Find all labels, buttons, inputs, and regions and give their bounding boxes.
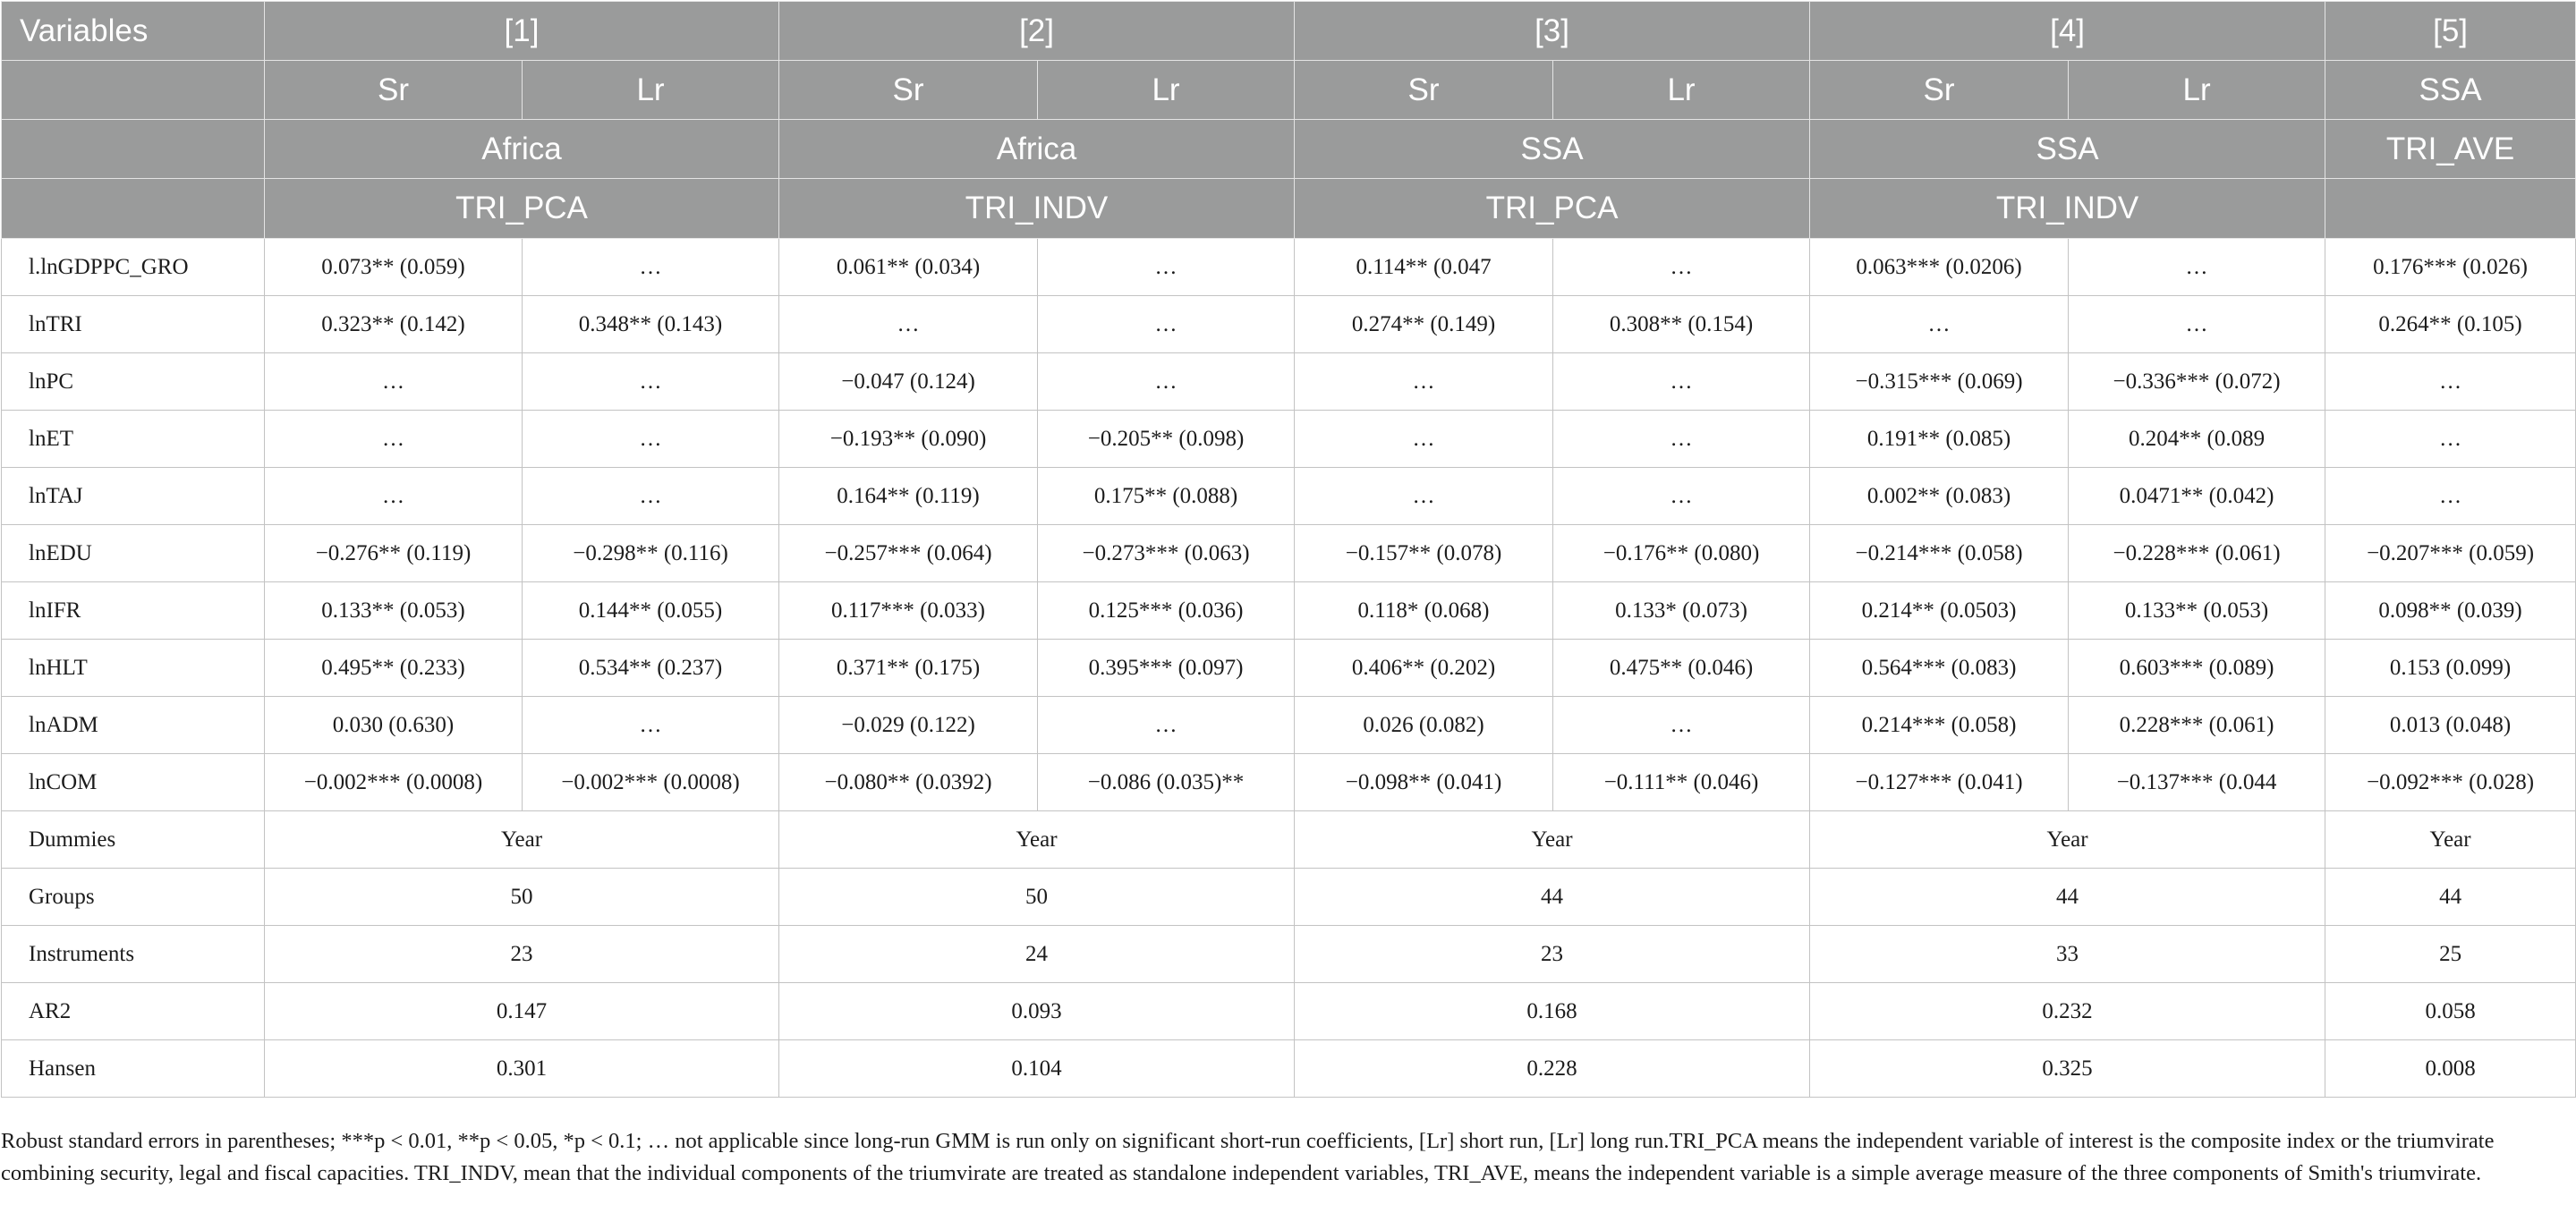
- stat-cell: 0.093: [779, 983, 1295, 1040]
- coefficient-cell: 0.164** (0.119): [779, 468, 1038, 525]
- header-blank-cell: [2, 120, 265, 179]
- stat-cell: Year: [779, 811, 1295, 869]
- coefficient-cell: 0.153 (0.099): [2325, 640, 2576, 697]
- coefficient-cell: …: [1038, 239, 1295, 296]
- coefficient-cell: 0.406** (0.202): [1295, 640, 1553, 697]
- coefficient-cell: −0.228*** (0.061): [2069, 525, 2325, 582]
- coefficient-cell: …: [1038, 697, 1295, 754]
- table-row: [2, 239, 2576, 296]
- stat-cell: 50: [265, 869, 779, 926]
- coefficient-cell: 0.118* (0.068): [1295, 582, 1553, 640]
- coefficient-cell: 0.133** (0.053): [265, 582, 523, 640]
- coefficient-cell: 0.228*** (0.061): [2069, 697, 2325, 754]
- stat-label: AR2: [2, 983, 265, 1040]
- stat-cell: 0.008: [2325, 1040, 2576, 1098]
- stat-cell: Year: [2325, 811, 2576, 869]
- coefficient-cell: −0.092*** (0.028): [2325, 754, 2576, 811]
- run-header: Sr: [265, 61, 523, 120]
- coefficient-cell: …: [1553, 239, 1810, 296]
- sample-header: TRI_AVE: [2325, 120, 2576, 179]
- coefficient-cell: 0.603*** (0.089): [2069, 640, 2325, 697]
- coefficient-cell: 0.063*** (0.0206): [1810, 239, 2069, 296]
- stat-cell: 0.168: [1295, 983, 1810, 1040]
- stat-cell: 44: [1295, 869, 1810, 926]
- stat-cell: 0.301: [265, 1040, 779, 1098]
- header-row-runs: [2, 61, 2576, 120]
- table-row: [2, 640, 2576, 697]
- coefficient-cell: −0.214*** (0.058): [1810, 525, 2069, 582]
- coefficient-cell: −0.176** (0.080): [1553, 525, 1810, 582]
- variable-label: lnHLT: [2, 640, 265, 697]
- coefficient-cell: 0.475** (0.046): [1553, 640, 1810, 697]
- coefficient-cell: …: [2325, 353, 2576, 411]
- stat-cell: Year: [1295, 811, 1810, 869]
- coefficient-cell: 0.564*** (0.083): [1810, 640, 2069, 697]
- coefficient-cell: 0.125*** (0.036): [1038, 582, 1295, 640]
- run-header: Lr: [2069, 61, 2325, 120]
- table-row: [2, 411, 2576, 468]
- measure-header: TRI_PCA: [1295, 179, 1810, 239]
- coefficient-cell: −0.205** (0.098): [1038, 411, 1295, 468]
- coefficient-cell: …: [265, 353, 523, 411]
- variable-label: lnTAJ: [2, 468, 265, 525]
- coefficient-cell: 0.013 (0.048): [2325, 697, 2576, 754]
- variable-label: lnTRI: [2, 296, 265, 353]
- table-row: [2, 468, 2576, 525]
- coefficient-cell: 0.0471** (0.042): [2069, 468, 2325, 525]
- measure-header: TRI_PCA: [265, 179, 779, 239]
- stat-label: Hansen: [2, 1040, 265, 1098]
- table-row: [2, 697, 2576, 754]
- coefficient-cell: …: [1295, 411, 1553, 468]
- coefficient-cell: …: [1295, 353, 1553, 411]
- coefficient-cell: …: [1553, 411, 1810, 468]
- stat-cell: 23: [1295, 926, 1810, 983]
- coefficient-cell: 0.002** (0.083): [1810, 468, 2069, 525]
- coefficient-cell: 0.030 (0.630): [265, 697, 523, 754]
- coefficient-cell: −0.298** (0.116): [523, 525, 779, 582]
- coefficient-cell: …: [1553, 468, 1810, 525]
- model-header: [3]: [1295, 2, 1810, 61]
- coefficient-cell: …: [523, 411, 779, 468]
- coefficient-cell: 0.274** (0.149): [1295, 296, 1553, 353]
- coefficient-cell: −0.029 (0.122): [779, 697, 1038, 754]
- coefficient-cell: 0.061** (0.034): [779, 239, 1038, 296]
- coefficient-cell: …: [523, 697, 779, 754]
- coefficient-cell: −0.276** (0.119): [265, 525, 523, 582]
- coefficient-cell: −0.315*** (0.069): [1810, 353, 2069, 411]
- coefficient-cell: 0.191** (0.085): [1810, 411, 2069, 468]
- table-row: [2, 296, 2576, 353]
- coefficient-cell: …: [1038, 353, 1295, 411]
- coefficient-cell: 0.176*** (0.026): [2325, 239, 2576, 296]
- coefficient-cell: −0.193** (0.090): [779, 411, 1038, 468]
- coefficient-cell: −0.336*** (0.072): [2069, 353, 2325, 411]
- coefficient-cell: …: [779, 296, 1038, 353]
- run-header: Sr: [779, 61, 1038, 120]
- variable-label: lnET: [2, 411, 265, 468]
- stat-label: Dummies: [2, 811, 265, 869]
- coefficient-cell: 0.204** (0.089: [2069, 411, 2325, 468]
- coefficient-cell: 0.133* (0.073): [1553, 582, 1810, 640]
- stat-row: [2, 983, 2576, 1040]
- sample-header: SSA: [1295, 120, 1810, 179]
- table-header: [2, 2, 2576, 239]
- table-footnote: Robust standard errors in parentheses; ***p < 0.01, **p < 0.05, *p < 0.1; … not applicable since long-run GMM is run only on significant short-run coefficients, [Lr] short run, [Lr] long run.TRI_PCA means the independent variable of interest is the composite index or the triumvirate combining security, legal and fiscal capacities. TRI_INDV, mean that the individual components of the triumvirate are treated as standalone independent variables, TRI_AVE, means the independent variable is a simple average measure of the three components of Smith's triumvirate.: [1, 1129, 2495, 1185]
- sample-header: Africa: [265, 120, 779, 179]
- measure-header: [2325, 179, 2576, 239]
- run-header: Lr: [1038, 61, 1295, 120]
- run-header: Sr: [1810, 61, 2069, 120]
- table-row: [2, 582, 2576, 640]
- coefficient-cell: 0.323** (0.142): [265, 296, 523, 353]
- coefficient-cell: …: [523, 353, 779, 411]
- stat-cell: 44: [2325, 869, 2576, 926]
- header-blank-cell: [2, 179, 265, 239]
- table-row: [2, 353, 2576, 411]
- stat-row: [2, 811, 2576, 869]
- model-header: [2]: [779, 2, 1295, 61]
- stat-cell: 0.232: [1810, 983, 2325, 1040]
- coefficient-cell: 0.308** (0.154): [1553, 296, 1810, 353]
- coefficient-cell: …: [2325, 411, 2576, 468]
- coefficient-cell: 0.144** (0.055): [523, 582, 779, 640]
- measure-header: TRI_INDV: [779, 179, 1295, 239]
- coefficient-cell: −0.257*** (0.064): [779, 525, 1038, 582]
- coefficient-cell: …: [1553, 697, 1810, 754]
- coefficient-cell: 0.073** (0.059): [265, 239, 523, 296]
- stat-row: [2, 1040, 2576, 1098]
- coefficient-cell: −0.086 (0.035)**: [1038, 754, 1295, 811]
- coefficient-cell: 0.133** (0.053): [2069, 582, 2325, 640]
- table-row: [2, 754, 2576, 811]
- coefficient-cell: …: [265, 468, 523, 525]
- coefficient-cell: −0.047 (0.124): [779, 353, 1038, 411]
- stat-cell: Year: [265, 811, 779, 869]
- coefficient-cell: …: [523, 468, 779, 525]
- stat-cell: Year: [1810, 811, 2325, 869]
- coefficient-cell: −0.111** (0.046): [1553, 754, 1810, 811]
- coefficient-cell: …: [1810, 296, 2069, 353]
- coefficient-cell: −0.207*** (0.059): [2325, 525, 2576, 582]
- coefficient-cell: 0.264** (0.105): [2325, 296, 2576, 353]
- coefficient-cell: −0.080** (0.0392): [779, 754, 1038, 811]
- coefficient-cell: …: [1295, 468, 1553, 525]
- variables-header: Variables: [2, 2, 265, 61]
- header-row-samples: [2, 120, 2576, 179]
- coefficient-cell: …: [2325, 468, 2576, 525]
- stat-cell: 0.104: [779, 1040, 1295, 1098]
- coefficient-cell: …: [523, 239, 779, 296]
- coefficient-cell: 0.534** (0.237): [523, 640, 779, 697]
- sample-header: Africa: [779, 120, 1295, 179]
- variable-label: lnCOM: [2, 754, 265, 811]
- coefficient-cell: 0.114** (0.047: [1295, 239, 1553, 296]
- coefficient-cell: −0.137*** (0.044: [2069, 754, 2325, 811]
- stat-cell: 0.228: [1295, 1040, 1810, 1098]
- run-header: Lr: [1553, 61, 1810, 120]
- coefficient-cell: −0.098** (0.041): [1295, 754, 1553, 811]
- coefficient-cell: 0.214** (0.0503): [1810, 582, 2069, 640]
- regression-results-table: [1, 1, 2576, 1098]
- coefficient-cell: …: [2069, 239, 2325, 296]
- variable-label: lnADM: [2, 697, 265, 754]
- model-header: [5]: [2325, 2, 2576, 61]
- coefficient-cell: −0.002*** (0.0008): [265, 754, 523, 811]
- stat-cell: 0.058: [2325, 983, 2576, 1040]
- variable-label: lnIFR: [2, 582, 265, 640]
- stat-cell: 0.147: [265, 983, 779, 1040]
- coefficient-cell: −0.127*** (0.041): [1810, 754, 2069, 811]
- header-row-models: [2, 2, 2576, 61]
- model-header: [1]: [265, 2, 779, 61]
- coefficient-cell: 0.117*** (0.033): [779, 582, 1038, 640]
- sample-header: SSA: [1810, 120, 2325, 179]
- table-row: [2, 525, 2576, 582]
- variable-label: l.lnGDPPC_GRO: [2, 239, 265, 296]
- stat-cell: 0.325: [1810, 1040, 2325, 1098]
- coefficient-cell: 0.175** (0.088): [1038, 468, 1295, 525]
- stat-row: [2, 926, 2576, 983]
- table-body: [2, 239, 2576, 1098]
- run-header: Lr: [523, 61, 779, 120]
- coefficient-cell: 0.495** (0.233): [265, 640, 523, 697]
- header-blank-cell: [2, 61, 265, 120]
- coefficient-cell: …: [265, 411, 523, 468]
- run-header: Sr: [1295, 61, 1553, 120]
- coefficient-cell: …: [1038, 296, 1295, 353]
- stat-label: Groups: [2, 869, 265, 926]
- coefficient-cell: −0.002*** (0.0008): [523, 754, 779, 811]
- coefficient-cell: 0.098** (0.039): [2325, 582, 2576, 640]
- coefficient-cell: 0.026 (0.082): [1295, 697, 1553, 754]
- coefficient-cell: 0.214*** (0.058): [1810, 697, 2069, 754]
- run-header: SSA: [2325, 61, 2576, 120]
- header-row-measures: [2, 179, 2576, 239]
- coefficient-cell: −0.157** (0.078): [1295, 525, 1553, 582]
- coefficient-cell: …: [2069, 296, 2325, 353]
- stat-cell: 33: [1810, 926, 2325, 983]
- measure-header: TRI_INDV: [1810, 179, 2325, 239]
- stat-label: Instruments: [2, 926, 265, 983]
- stat-cell: 25: [2325, 926, 2576, 983]
- variable-label: lnEDU: [2, 525, 265, 582]
- stat-row: [2, 869, 2576, 926]
- stat-cell: 23: [265, 926, 779, 983]
- coefficient-cell: −0.273*** (0.063): [1038, 525, 1295, 582]
- stat-cell: 24: [779, 926, 1295, 983]
- coefficient-cell: 0.348** (0.143): [523, 296, 779, 353]
- variable-label: lnPC: [2, 353, 265, 411]
- model-header: [4]: [1810, 2, 2325, 61]
- coefficient-cell: 0.395*** (0.097): [1038, 640, 1295, 697]
- stat-cell: 50: [779, 869, 1295, 926]
- coefficient-cell: 0.371** (0.175): [779, 640, 1038, 697]
- coefficient-cell: …: [1553, 353, 1810, 411]
- stat-cell: 44: [1810, 869, 2325, 926]
